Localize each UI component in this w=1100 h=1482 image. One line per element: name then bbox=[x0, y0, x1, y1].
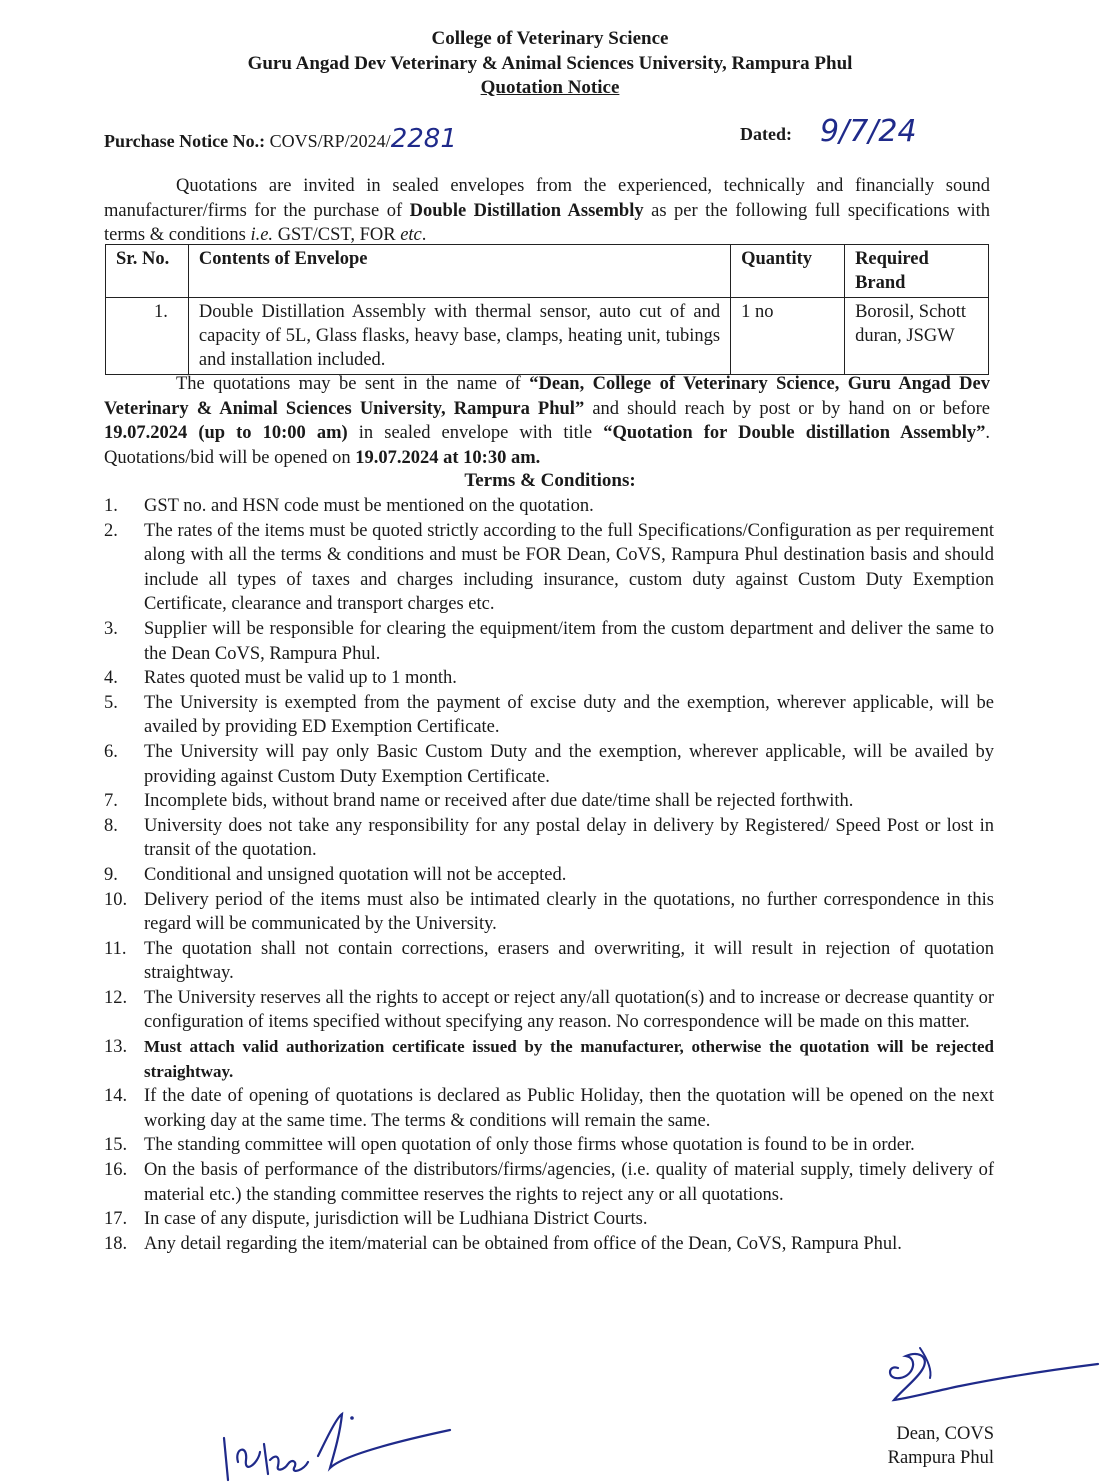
term-text: Conditional and unsigned quotation will not be accepted. bbox=[144, 864, 567, 885]
term-item bbox=[104, 519, 994, 617]
intro-text: . bbox=[421, 225, 427, 245]
dated-label: Dated: bbox=[740, 124, 792, 144]
term-text: On the basis of performance of the distributors/firms/agencies, (i.e. quality of material supply, timely delivery of material etc.) the standing committee reserves the rights to reject any or all quotations. bbox=[144, 1160, 994, 1205]
header-quantity: Quantity bbox=[731, 245, 845, 298]
signatory-location: Rampura Phul bbox=[887, 1448, 994, 1468]
intro-line-1: Quotations are invited in sealed envelopes from the experienced, technically and financially bbox=[176, 176, 935, 196]
term-text: Must attach valid authorization certificate issued by the manufacturer, otherwise the quotation will be rejected straightway. bbox=[144, 1037, 994, 1081]
date-handwritten: 9/7/24 bbox=[820, 114, 917, 149]
term-text: GST no. and HSN code must be mentioned on the quotation. bbox=[144, 496, 594, 516]
terms-heading: Terms & Conditions: bbox=[464, 470, 636, 491]
table-header-row bbox=[106, 245, 989, 298]
intro-text: sound manufacturer/firms for the purchase of bbox=[104, 176, 990, 221]
submission-text: in sealed envelope with title bbox=[347, 423, 604, 443]
term-text: Delivery period of the items must also be intimated clearly in the quotations, no further correspondence in this regard will be communicated by the University. bbox=[144, 889, 994, 935]
opening-date: 19.07.2024 at 10:30 am. bbox=[355, 447, 541, 468]
notice-number-handwritten: 2281 bbox=[390, 124, 457, 154]
term-number: 11. bbox=[104, 938, 127, 959]
term-text: If the date of opening of quotations is declared as Public Holiday, then the quotation will be opened on the next working day at the same time. The terms & conditions will remain the same. bbox=[144, 1086, 994, 1131]
term-text: The University is exempted from the payment of excise duty and the exemption, wherever applicable, will be availed by providing ED Exemption Certificate. bbox=[144, 692, 994, 738]
term-item bbox=[104, 1133, 994, 1158]
dean-signature bbox=[880, 1340, 1100, 1420]
term-item bbox=[104, 666, 994, 691]
addressee: “Dean, College of Veterinary Science, Guru Angad Dev Veterinary & Animal Sciences University, Rampura Phul” bbox=[104, 374, 990, 419]
term-number: 4. bbox=[104, 668, 118, 689]
term-number: 12. bbox=[104, 987, 128, 1008]
term-item bbox=[104, 937, 994, 986]
cell-sr-no: 1. bbox=[106, 298, 189, 375]
envelope-title: “Quotation for Double distillation Assembly” bbox=[603, 423, 986, 443]
term-item bbox=[104, 863, 994, 888]
university-name: Guru Angad Dev Veterinary & Animal Sciences University, Rampura Phul bbox=[247, 53, 853, 74]
header-contents: Contents of Envelope bbox=[188, 245, 730, 298]
term-text: University does not take any responsibility for any postal delay in delivery by Registered/ Speed Post or lost in transit of the quotation. bbox=[144, 815, 994, 861]
term-text: In case of any dispute, jurisdiction will be Ludhiana District Courts. bbox=[144, 1209, 648, 1230]
intro-text: as per the following full bbox=[643, 200, 841, 221]
item-name: Double Distillation Assembly bbox=[409, 200, 644, 221]
term-item bbox=[104, 494, 994, 519]
term-text: The University will pay only Basic Custom Duty and the exemption, wherever applicable, will be availed by providing against Custom Duty Exemption Certificate. bbox=[144, 741, 994, 787]
specification-table bbox=[105, 244, 989, 375]
header-brand: Required Brand bbox=[845, 245, 989, 298]
term-number: 3. bbox=[104, 618, 118, 639]
due-date: 19.07.2024 (up to 10:00 am) bbox=[104, 423, 348, 443]
term-number: 14. bbox=[104, 1086, 128, 1107]
term-text: Any detail regarding the item/material can be obtained from office of the Dean, CoVS, Rampura Phul. bbox=[144, 1233, 902, 1254]
submission-text: The quotations may be sent in the name of bbox=[176, 374, 530, 394]
term-text: The University reserves all the rights to accept or reject any/all quotation(s) and to increase or decrease quantity or configuration of items specified without specifying any reason. No correspondence will be made on this matter. bbox=[144, 987, 994, 1033]
intro-text: i.e. bbox=[250, 225, 274, 245]
cell-contents: Double Distillation Assembly with thermal sensor, auto cut of and capacity of 5L, Glass flasks, heavy base, clamps, heating unit, tubings and installation included. bbox=[188, 298, 730, 375]
term-item bbox=[104, 691, 994, 740]
term-number: 13. bbox=[104, 1037, 128, 1058]
term-number: 8. bbox=[104, 815, 118, 836]
header-sr-no: Sr. No. bbox=[106, 245, 189, 298]
terms-list bbox=[104, 494, 994, 1256]
term-item bbox=[104, 1035, 994, 1084]
term-number: 5. bbox=[104, 692, 118, 713]
term-number: 17. bbox=[104, 1209, 128, 1230]
intro-text: etc bbox=[400, 225, 422, 245]
term-number: 7. bbox=[104, 791, 118, 812]
term-number: 2. bbox=[104, 520, 118, 541]
notice-number-label: Purchase Notice No.: bbox=[104, 131, 266, 151]
notice-number-prefix: COVS/RP/2024/ bbox=[269, 131, 391, 151]
submission-paragraph bbox=[104, 372, 990, 470]
cell-brand: Borosil, Schott duran, JSGW bbox=[845, 298, 989, 375]
term-item bbox=[104, 789, 994, 814]
term-number: 16. bbox=[104, 1160, 128, 1181]
term-text: Supplier will be responsible for clearing the equipment/item from the custom department and deliver the same to the Dean CoVS, Rampura Phul. bbox=[144, 618, 994, 664]
intro-text: specifications with terms & conditions bbox=[104, 200, 991, 245]
table-row bbox=[106, 298, 989, 375]
submission-text: and should reach by post or by hand on or before bbox=[584, 398, 990, 419]
term-item bbox=[104, 1158, 994, 1207]
term-text: The rates of the items must be quoted strictly according to the full Specifications/Configuration as per requirement along with all the terms & conditions and must be FOR Dean, CoVS, Rampura Phul destination basis and should include all types of taxes and charges including insurance, custom duty against Custom Duty Exemption Certificate, clearance and transport charges etc. bbox=[144, 520, 994, 615]
intro-text: GST/CST, FOR bbox=[273, 225, 401, 245]
signatory-title: Dean, COVS bbox=[896, 1424, 994, 1444]
term-item bbox=[104, 1084, 994, 1133]
signatory-block bbox=[888, 1422, 994, 1470]
initials-signature bbox=[214, 1404, 464, 1482]
term-number: 6. bbox=[104, 741, 118, 762]
term-item bbox=[104, 814, 994, 863]
intro-paragraph bbox=[104, 174, 990, 248]
term-item bbox=[104, 1232, 994, 1257]
college-name: College of Veterinary Science bbox=[431, 28, 669, 49]
term-number: 18. bbox=[104, 1233, 128, 1254]
term-item bbox=[104, 888, 994, 937]
term-item bbox=[104, 617, 994, 666]
term-text: Incomplete bids, without brand name or received after due date/time shall be rejected forthwith. bbox=[144, 791, 854, 812]
term-text: The standing committee will open quotation of only those firms whose quotation is found to be in order. bbox=[144, 1135, 915, 1156]
term-text: Rates quoted must be valid up to 1 month. bbox=[144, 668, 457, 689]
cell-quantity: 1 no bbox=[731, 298, 845, 375]
term-item bbox=[104, 1207, 994, 1232]
term-number: 9. bbox=[104, 864, 118, 885]
submission-text: . Quotations/bid will be opened on bbox=[104, 423, 990, 468]
term-number: 1. bbox=[104, 496, 118, 516]
term-item bbox=[104, 740, 994, 789]
term-number: 15. bbox=[104, 1135, 128, 1156]
purchase-notice-line bbox=[104, 114, 994, 160]
term-number: 10. bbox=[104, 889, 128, 910]
term-text: The quotation shall not contain corrections, erasers and overwriting, it will result in rejection of quotation straightway. bbox=[144, 938, 994, 984]
term-item bbox=[104, 986, 994, 1035]
page-title: Quotation Notice bbox=[480, 77, 620, 98]
